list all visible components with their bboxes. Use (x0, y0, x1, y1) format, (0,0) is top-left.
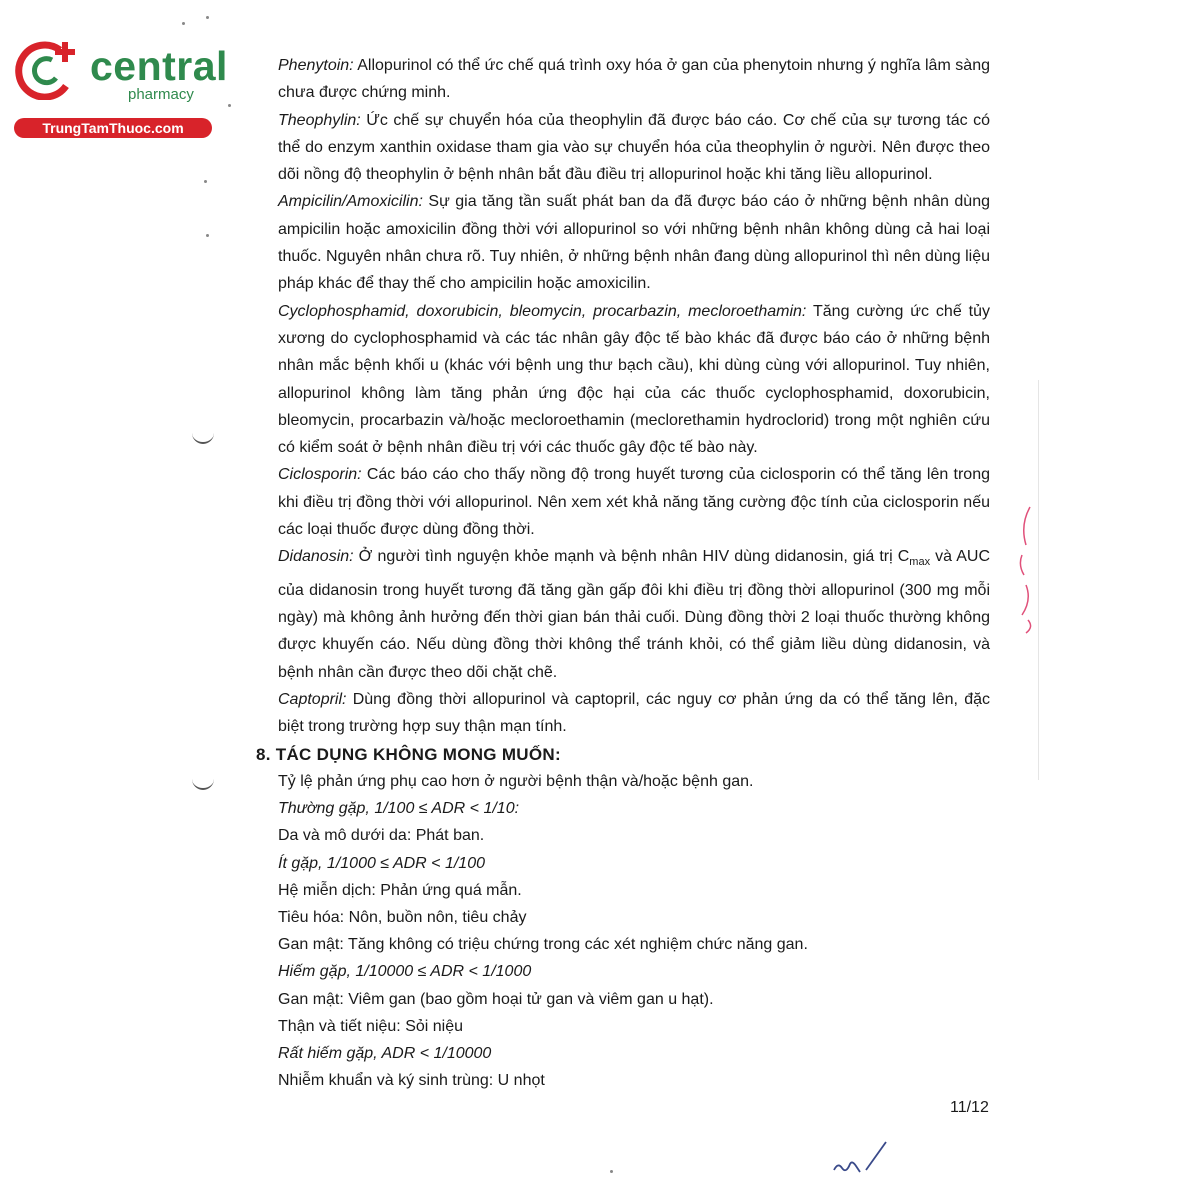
brand-name: central (90, 43, 228, 89)
paragraph-cyclophosphamid: Cyclophosphamid, doxorubicin, bleomycin, procarbazin, mecloroethamin: Tăng cường ức chế tủy xương do cyclophosphamid và các tác nhân gây độc tế bào khác đã được báo cáo ở những bệnh nhân mắc bệnh khối u (khác với bệnh ung thư bạch cầu), khi dùng cùng với allopurinol. Tuy nhiên, allopurinol không làm tăng phản ứng độc hại của các thuốc cyclophosphamid, doxorubicin, bleomycin, procarbazin và/hoặc mecloroethamin (meclorethamin hydroclorid) trong một nghiên cứu có kiểm soát ở bệnh nhân điều trị với các thuốc gây độc tế bào này. (278, 302, 990, 457)
central-pharmacy-logo (10, 36, 228, 140)
adr-line: Gan mật: Tăng không có triệu chứng trong các xét nghiệm chức năng gan. (278, 936, 808, 954)
drug-term: Phenytoin: (278, 57, 354, 74)
adr-line: Nhiễm khuẩn và ký sinh trùng: U nhọt (278, 1072, 545, 1090)
paragraph-phenytoin: Phenytoin: Allopurinol có thể ức chế quá trình oxy hóa ở gan của phenytoin nhưng ý nghĩa lâm sàng chưa được chứng minh. (278, 57, 990, 102)
paragraph-ampicilin: Ampicilin/Amoxicilin: Sự gia tăng tần suất phát ban da đã được báo cáo ở những bệnh nhân dùng ampicilin hoặc amoxicilin đồng thời với allopurinol so với những bệnh nhân không dùng cả hai loại thuốc. Nguyên nhân chưa rõ. Tuy nhiên, ở những bệnh nhân đang dùng allopurinol thì nên dùng liệu pháp khác để thay thế cho ampicilin hoặc amoxicilin. (278, 193, 990, 293)
drug-term: Ciclosporin: (278, 466, 362, 484)
paragraph-ciclosporin: Ciclosporin: Các báo cáo cho thấy nồng độ trong huyết tương của ciclosporin có thể tăng lên trong khi điều trị đồng thời với allopurinol. Nên xem xét khả năng tăng cường độc tính của ciclosporin nếu các loại thuốc được dùng đồng thời. (278, 466, 990, 539)
scan-speck (204, 180, 207, 183)
scan-speck (206, 234, 209, 237)
scan-speck (228, 104, 231, 107)
website-url: TrungTamThuoc.com (14, 118, 212, 138)
frequency-label: Hiếm gặp, 1/10000 ≤ ADR < 1/1000 (278, 963, 532, 981)
punch-hole-mark (192, 428, 214, 444)
adr-line: Da và mô dưới da: Phát ban. (278, 827, 485, 845)
adr-line: Thận và tiết niệu: Sỏi niệu (278, 1017, 464, 1035)
paragraph-theophylin: Theophylin: Ức chế sự chuyển hóa của theophylin đã được báo cáo. Cơ chế của sự tương tác có thể do enzym xanthin oxidase tham gia vào sự chuyển hóa của theophylin ở người. Nên được theo dõi nồng độ theophylin ở bệnh nhân bắt đầu điều trị allopurinol hoặc khi tăng liều allopurinol. (278, 111, 990, 184)
scan-speck (610, 1170, 613, 1173)
red-stamp-mark (1016, 505, 1038, 635)
drug-term: Captopril: (278, 691, 347, 709)
drug-term: Ampicilin/Amoxicilin: (278, 193, 423, 211)
page-number: 11/12 (950, 1099, 989, 1116)
scan-speck (206, 16, 209, 19)
adr-line: Gan mật: Viêm gan (bao gồm hoại tử gan và viêm gan u hạt). (278, 990, 714, 1008)
adr-line: Hệ miễn dịch: Phản ứng quá mẫn. (278, 881, 522, 899)
frequency-label: Ít gặp, 1/1000 ≤ ADR < 1/100 (278, 854, 485, 872)
paragraph-didanosin: Didanosin: Ở người tình nguyện khỏe mạnh và bệnh nhân HIV dùng didanosin, giá trị $C_{max}$ và AUC của didanosin trong huyết tương đã tăng gần gấp đôi khi điều trị đồng thời allopurinol (300 mg mỗi ngày) mà không ảnh hưởng đến thời gian bán thải cuối. Dùng đồng thời 2 loại thuốc thường không được khuyến cáo. Nếu dùng đồng thời không thể tránh khỏi, có thể giảm liều dùng didanosin, và bệnh nhân cần được theo dõi chặt chẽ. (278, 548, 991, 681)
adr-list (278, 768, 990, 1094)
frequency-label: Rất hiếm gặp, ADR < 1/10000 (278, 1044, 492, 1062)
drug-term: Theophylin: (278, 111, 361, 129)
scan-speck (182, 22, 185, 25)
handwritten-initials (826, 1140, 896, 1180)
drug-term: Didanosin: (278, 548, 354, 566)
document-body (256, 52, 991, 1094)
scan-edge-line (1038, 380, 1039, 780)
punch-hole-mark (192, 774, 214, 790)
paragraph-captopril: Captopril: Dùng đồng thời allopurinol và captopril, các nguy cơ phản ứng da có thể tăng lên, đặc biệt trong trường hợp suy thận mạn tính. (278, 691, 990, 736)
brand-subtitle: pharmacy (128, 86, 194, 103)
adr-line: Tỷ lệ phản ứng phụ cao hơn ở người bệnh thận và/hoặc bệnh gan. (278, 772, 754, 790)
frequency-label: Thường gặp, 1/100 ≤ ADR < 1/10: (278, 800, 520, 818)
adr-line: Tiêu hóa: Nôn, buồn nôn, tiêu chảy (278, 908, 527, 926)
drug-term: Cyclophosphamid, doxorubicin, bleomycin, procarbazin, mecloroethamin: (278, 302, 807, 320)
pharmacy-cross-icon (10, 36, 90, 100)
section-heading: 8. TÁC DỤNG KHÔNG MONG MUỐN: (256, 744, 561, 764)
